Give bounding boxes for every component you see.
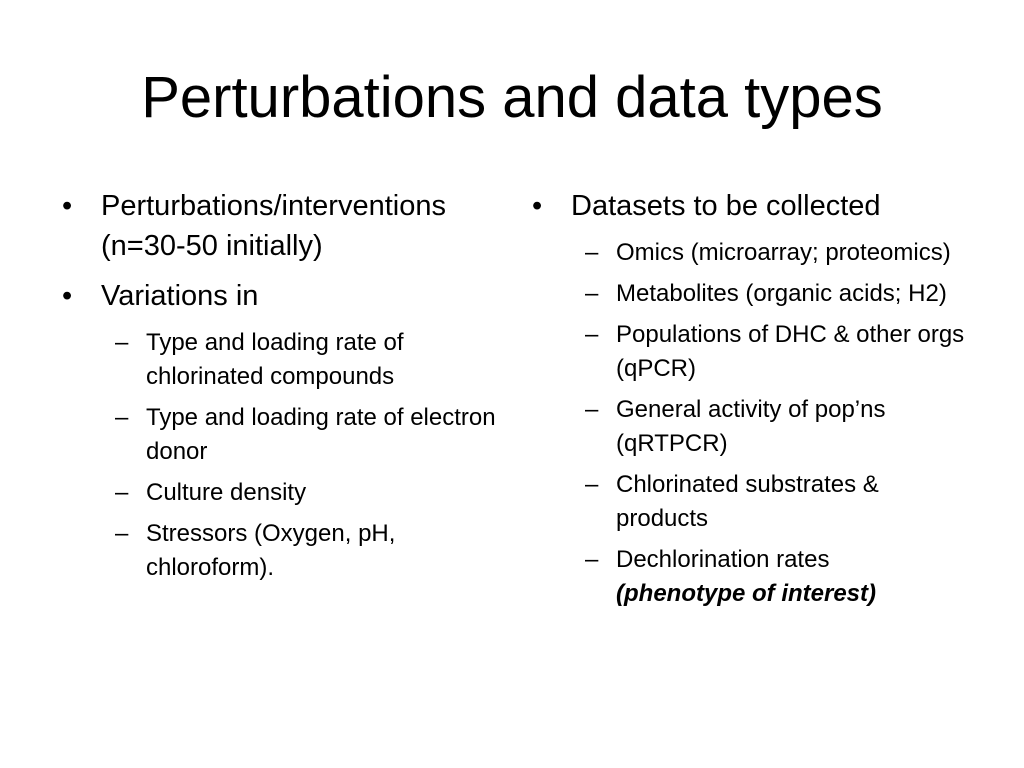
sub-bullet-text: Dechlorination rates [616, 546, 830, 573]
sub-bullet-text: Chlorinated substrates & products [616, 471, 879, 532]
sub-bullet-text: Type and loading rate of electron donor [146, 404, 496, 465]
sub-bullet-item [58, 517, 498, 585]
dash-marker: – [115, 329, 129, 356]
bullet-marker: • [532, 190, 543, 222]
sub-bullet-text: Omics (microarray; proteomics) [616, 239, 951, 266]
sub-bullet-item [58, 476, 498, 510]
left-column [58, 186, 498, 592]
dash-marker: – [585, 396, 599, 423]
sub-bullet-item [58, 401, 498, 469]
bullet-item [58, 186, 498, 266]
dash-marker: – [585, 471, 599, 498]
sub-bullet-item [528, 236, 968, 270]
sub-bullet-text: Type and loading rate of chlorinated compounds [146, 329, 404, 390]
sub-bullet-item [528, 468, 968, 536]
bullet-marker: • [62, 280, 73, 312]
sub-bullet-item [528, 543, 968, 611]
sub-bullet-item [58, 326, 498, 394]
sub-bullet-text: Populations of DHC & other orgs (qPCR) [616, 321, 965, 382]
dash-marker: – [115, 520, 129, 547]
slide-title: Perturbations and data types [141, 65, 883, 130]
sub-bullet-item [528, 318, 968, 386]
sub-bullet-text: Stressors (Oxygen, pH, chloroform). [146, 520, 396, 581]
bullet-text: Perturbations/interventions (n=30-50 initially) [101, 190, 446, 262]
sub-bullet-text: Metabolites (organic acids; H2) [616, 280, 947, 307]
sub-bullet-text: General activity of pop’ns (qRTPCR) [616, 396, 886, 457]
dash-marker: – [585, 546, 599, 573]
right-column [528, 186, 968, 618]
phenotype-emphasis: (phenotype of interest) [616, 580, 877, 607]
bullet-item [528, 186, 968, 226]
dash-marker: – [585, 239, 599, 266]
bullet-text: Datasets to be collected [571, 190, 881, 222]
sub-bullet-item [528, 393, 968, 461]
bullet-item [58, 276, 498, 316]
dash-marker: – [585, 321, 599, 348]
dash-marker: – [585, 280, 599, 307]
dash-marker: – [115, 479, 129, 506]
bullet-marker: • [62, 190, 73, 222]
sub-bullet-text: Culture density [146, 479, 307, 506]
dash-marker: – [115, 404, 129, 431]
bullet-text: Variations in [101, 280, 259, 312]
sub-bullet-item [528, 277, 968, 311]
